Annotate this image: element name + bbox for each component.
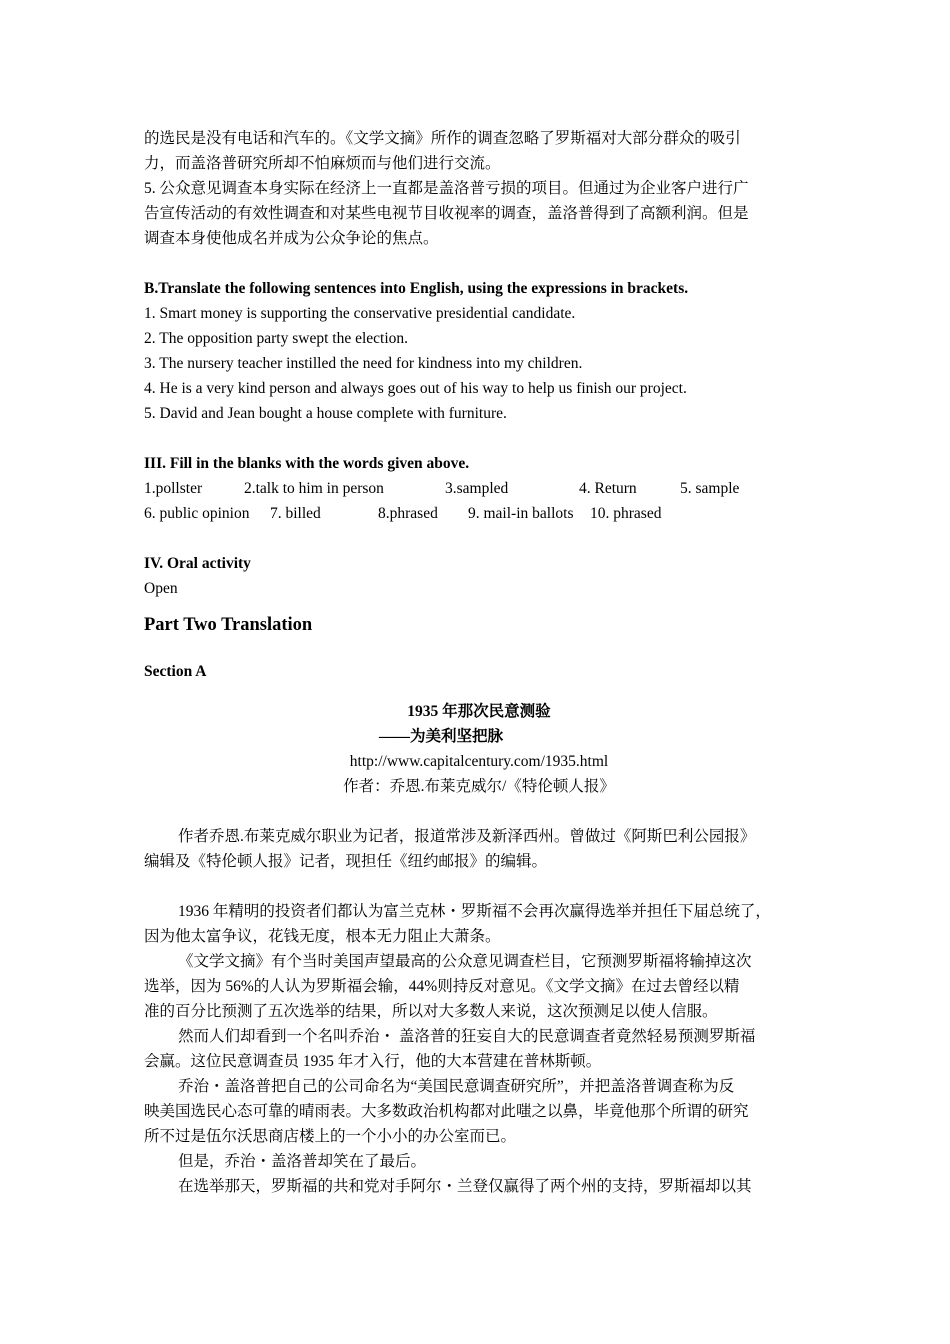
spacer [144,426,814,451]
article-url[interactable]: http://www.capitalcentury.com/1935.html [349,753,609,770]
article-author: 作者：乔恩.布莱克威尔/《特伦顿人报》 [343,778,615,795]
text-line: 的选民是没有电话和汽车的。《文学文摘》所作的调查忽略了罗斯福对大部分群众的吸引 [144,130,741,147]
article-body-line: 1936 年精明的投资者们都认为富兰克林・罗斯福不会再次赢得选举并担任下届总统了， [178,903,771,920]
answer-item: 8.phrased [378,505,438,522]
answer-item: 2.talk to him in person [244,480,384,497]
answer-row [144,476,814,501]
answer-item: 10. phrased [590,505,662,522]
part-two-heading: Part Two Translation [144,615,313,635]
section-a-heading: Section A [144,663,207,680]
answer-item: 5. sample [680,480,740,497]
article-body-line: 映美国选民心态可靠的晴雨表。大多数政治机构都对此嗤之以鼻，毕竟他那个所谓的研究 [144,1103,749,1120]
top-paragraphs [144,126,814,251]
article-body-line: 因为他太富争议，花钱无度，根本无力阻止大萧条。 [144,928,501,945]
text-line: 调查本身使他成名并成为公众争论的焦点。 [144,230,439,247]
article-body-line: 《文学文摘》有个当时美国声望最高的公众意见调查栏目，它预测罗斯福将输掉这次 [178,953,752,970]
section-iii [144,451,814,526]
section-iv [144,551,814,601]
article-body-line: 乔治・盖洛普把自己的公司命名为“美国民意调查研究所”，并把盖洛普调查称为反 [178,1078,735,1095]
answer-row [144,501,814,526]
section-b [144,276,814,426]
article-body-line: 准的百分比预测了五次选举的结果，所以对大多数人来说，这次预测足以使人信服。 [144,1003,718,1020]
section-iv-heading: IV. Oral activity [144,555,251,572]
spacer [144,526,814,551]
list-item: 2. The opposition party swept the election. [144,330,409,347]
spacer [144,684,814,699]
article-title: 1935 年那次民意测验 [407,703,551,720]
spacer [144,874,814,899]
article-body-line: 在选举那天，罗斯福的共和党对手阿尔・兰登仅赢得了两个州的支持，罗斯福却以其 [178,1178,752,1195]
answer-item: 6. public opinion [144,505,250,522]
document-content [144,126,814,1199]
spacer [144,251,814,276]
list-item: 4. He is a very kind person and always goes out of his way to help us finish our project. [144,380,687,397]
article-body-line: 会赢。这位民意调查员 1935 年才入行，他的大本营建在普林斯顿。 [144,1053,602,1070]
text-line: 告宣传活动的有效性调查和对某些电视节目收视率的调查，盖洛普得到了高额利润。但是 [144,205,749,222]
text-line: 力，而盖洛普研究所却不怕麻烦而与他们进行交流。 [144,155,501,172]
article-body-line: 然而人们却看到一个名叫乔治・ 盖洛普的狂妄自大的民意调查者竟然轻易预测罗斯福 [178,1028,756,1045]
article [144,699,814,1199]
list-item: 1. Smart money is supporting the conservative presidential candidate. [144,305,576,322]
article-body-line: 但是，乔治・盖洛普却笑在了最后。 [178,1153,427,1170]
spacer [144,799,814,824]
bio-line: 编辑及《特伦顿人报》记者，现担任《纽约邮报》的编辑。 [144,853,548,870]
section-iii-heading: III. Fill in the blanks with the words given above. [144,455,470,472]
answer-item: 1.pollster [144,480,203,497]
section-iv-body: Open [144,580,178,597]
answer-item: 4. Return [579,480,637,497]
answer-item: 9. mail-in ballots [468,505,574,522]
list-item: 3. The nursery teacher instilled the need for kindness into my children. [144,355,583,372]
list-item: 5. David and Jean bought a house complete with furniture. [144,405,507,422]
article-subtitle: ——为美利坚把脉 [379,728,504,745]
answer-item: 3.sampled [445,480,509,497]
article-body-line: 所不过是伍尔沃思商店楼上的一个小小的办公室而已。 [144,1128,517,1145]
section-b-heading: B.Translate the following sentences into English, using the expressions in brackets. [144,280,689,297]
answer-item: 7. billed [270,505,321,522]
text-line: 5. 公众意见调查本身实际在经济上一直都是盖洛普亏损的项目。但通过为企业客户进行广 [144,180,749,197]
article-body [144,899,814,1199]
article-body-line: 选举，因为 56%的人认为罗斯福会输，44%则持反对意见。《文学文摘》在过去曾经以精 [144,978,740,995]
bio-line: 作者乔恩.布莱克威尔职业为记者，报道常涉及新泽西州。曾做过《阿斯巴利公园报》 [178,828,756,845]
